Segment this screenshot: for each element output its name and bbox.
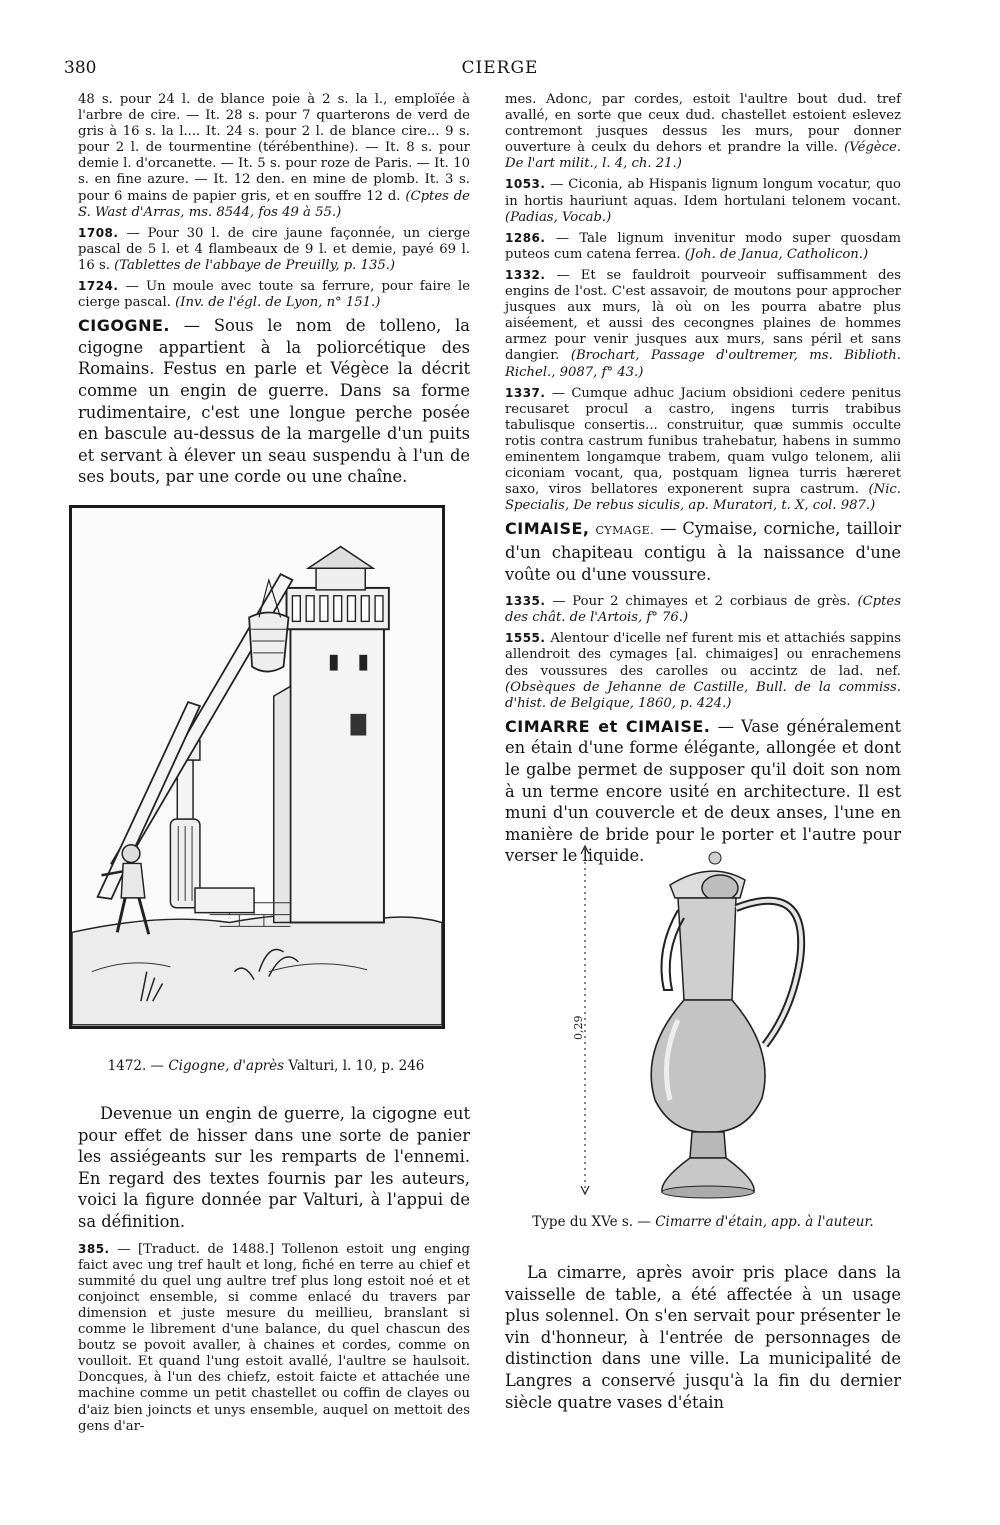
quote-source: (Cptes des chât. de l'Artois, f° 76.)	[505, 594, 901, 626]
quote-year: 385.	[78, 1241, 110, 1256]
entry-head-cimarre: CIMARRE et CIMAISE.	[505, 716, 711, 736]
quote-1335	[505, 593, 901, 626]
quote-text: — Un moule avec toute sa ferrure, pour faire le cierge pascal.	[78, 279, 470, 311]
quote-year: 1555.	[505, 631, 546, 646]
quote-text: — Pour 30 l. de cire jaune façonnée, un cierge pascal de 5 l. et 4 flambeaux de 9 l. et demie, payé 69 l. 16 s.	[78, 225, 470, 273]
quote-text: — Et se fauldroit pourveoir suffisamment des engins de l'ost. C'est assavoir, de moutons pour approcher jusques aux murs, là où on les pourra abatre plus aiséement, et aussi des cecongnes plaines de hommes armez pour venir jusques aux murs, sans péril et sans dangier.	[505, 267, 901, 364]
cigogne-figure	[69, 505, 445, 1029]
left-column-lower	[78, 1103, 470, 1439]
quote-source: (Joh. de Janua, Catholicon.)	[684, 246, 869, 262]
figure-caption-cimarre	[505, 1214, 901, 1230]
quote-text: — Pour 2 chimayes et 2 corbiaus de grès.	[552, 594, 851, 610]
quote-1286	[505, 230, 901, 263]
quote-text: — Cumque adhuc Jacium obsidioni cedere penitus recusaret procul a castro, ingens turris trabibus tabulisque consertis... construitur, quæ summis occulte rotis contra castrum funibus trahebatur, habens in summo eminentem longamque trabem, quam vulgo telonem, alii ciconiam vocant, qua, postquam lignea turris hæreret saxo, viros bellatores exponerent supra castrum.	[505, 385, 901, 498]
quote-source: (Nic. Specialis, De rebus siculis, ap. Muratori, t. X, col. 987.)	[505, 482, 901, 514]
quote-year: 1337.	[505, 385, 546, 400]
entry-head-cimaise: CIMAISE,	[505, 519, 590, 539]
quote-1053	[505, 176, 901, 225]
running-head: CIERGE	[461, 58, 539, 78]
quote-source: (Tablettes de l'abbaye de Preuilly, p. 135.)	[114, 257, 396, 273]
quote-text: — Ciconia, ab Hispanis lignum longum vocatur, quo in hortis hauriunt aquas. Idem hortulani telonem vocant.	[505, 177, 901, 209]
quote-text: — Tale lignum invenitur modo super quosdam puteos cum catena ferrea.	[505, 230, 901, 262]
figure-caption-cigogne	[76, 1058, 456, 1074]
entry-subhead-cimaise: CYMAGE.	[595, 524, 655, 538]
entry-text-cimaise: — Cymaise, corniche, tailloir d'un chapiteau contigu à la naissance d'une voûte ou d'une voussure.	[505, 519, 901, 584]
caption-number: 1472. —	[107, 1058, 165, 1074]
quote-year: 1335.	[505, 594, 546, 609]
entry-text-cimarre: — Vase généralement en étain d'une forme élégante, allongée et dont le galbe permet de supposer qu'il doit son nom à un terme encore usité en architecture. Il est muni d'un couvercle et de deux anses, l'une en manière de bride pour le porter et l'autre pour verser le liquide.	[505, 716, 901, 866]
quote-1555	[505, 630, 901, 711]
quote-385	[78, 1241, 470, 1435]
caption-title: Cimarre d'étain, app. à l'auteur.	[655, 1214, 874, 1230]
left-column	[78, 92, 470, 496]
caption-title: Cigogne, d'après	[168, 1058, 285, 1074]
quote-1708	[78, 225, 470, 274]
quote-year: 1286.	[505, 230, 546, 245]
paragraph-devenue: Devenue un engin de guerre, la cigogne eut pour effet de hisser dans une sorte de panier les assiégeants sur les remparts de l'ennemi. En regard des textes fournis par les auteurs, voici la figure donnée par Valturi, à l'appui de sa définition.	[78, 1104, 470, 1231]
entry-text-cigogne: — Sous le nom de tolleno, la cigogne appartient à la poliorcétique des Romains. Festus en parle et Végèce la décrit comme un engin de guerre. Dans sa forme rudimentaire, c'est une longue perche posée en bascule au-dessus de la margelle d'un puits et servant à élever un seau suspendu à l'un de ses bouts, par une corde ou une chaîne.	[78, 316, 470, 487]
quote-text: — [Traduct. de 1488.] Tollenon estoit ung enging faict avec ung tref hault et long, fiché en terre au chief et summité du quel ung aultre tref plus long estoit noé et et conjoinct ensemble, si comme enlacé du travers par dimension et juste mesure du meillieu, branslant si comme le librement d'une balance, du quel chascun des boutz se povoit avaller, à chaines et cordes, comme on voulloit. Et quand l'ung estoit avallé, l'aultre se haulsoit. Doncques, à l'un des chiefz, estoit faicte et attachée une machine comme un petit chastellet ou coffin de clayes ou d'aiz bien joincts et unys ensemble, auquel on mettoit des gens d'ar-	[78, 1241, 470, 1434]
paragraph-cimarre-usage: La cimarre, après avoir pris place dans la vaisselle de table, a été affectée à un usage plus solennel. On s'en servait pour présenter le vin d'honneur, à l'entrée de personnages de distinction dans une ville. La municipalité de Langres a conservé jusqu'à la fin du dernier siècle quatre vases d'étain	[505, 1263, 901, 1412]
cimarre-illustration	[560, 840, 840, 1205]
entry-head-cigogne: CIGOGNE.	[78, 316, 170, 336]
quote-source: (Brochart, Passage d'oultremer, ms. Biblioth. Richel., 9087, f° 43.)	[505, 348, 901, 380]
right-column	[505, 92, 901, 875]
entry-cigogne	[78, 315, 470, 488]
quote-1724	[78, 278, 470, 311]
quote-text: mes. Adonc, par cordes, estoit l'aultre bout dud. tref avallé, en sorte que ceux dud. chastellet estoient eslevez contremont jusques dessus les murs, pour donner ouverture à ceulx du dehors et prandre la ville.	[505, 92, 901, 156]
cigogne-illustration	[72, 508, 442, 1026]
quote-1337	[505, 385, 901, 515]
caption-number: Type du XVe s. —	[532, 1214, 651, 1230]
page-number: 380	[64, 58, 97, 78]
quote-source: (Végèce. De l'art milit., l. 4, ch. 21.)	[505, 140, 901, 172]
cimarre-figure	[560, 840, 840, 1205]
quote-year: 1708.	[78, 225, 119, 240]
quote-year: 1724.	[78, 279, 119, 294]
quote-source: (Obsèques de Jehanne de Castille, Bull. de la commiss. d'hist. de Belgique, 1860, p. 424.)	[505, 679, 901, 711]
right-column-lower	[505, 1262, 901, 1421]
jug-dimension-label: 0,29	[572, 1015, 585, 1040]
caption-source: Valturi, l. 10, p. 246	[288, 1058, 425, 1074]
quote-1332	[505, 267, 901, 381]
quote-year: 1332.	[505, 267, 546, 282]
quote-source: (Inv. de l'égl. de Lyon, n° 151.)	[175, 295, 381, 311]
intro-quote-source: (Cptes de S. Wast d'Arras, ms. 8544, fos 49 à 55.)	[78, 188, 470, 220]
quote-source: (Padias, Vocab.)	[505, 209, 612, 225]
entry-cimaise	[505, 518, 901, 585]
intro-quote-text: 48 s. pour 24 l. de blance poie à 2 s. la l., emploïée à l'arbre de cire. — It. 28 s. pour 7 quarterons de verd de gris à 16 s. la l.... It. 24 s. pour 2 l. de blance cire... 9 s. pour 2 l. de tourmentine (térébenthine). — It. 8 s. pour demie l. d'orcanette. — It. 5 s. pour roze de Paris. — It. 10 s. en fine azure. — It. 12 den. en mine de plomb. It. 3 s. pour 6 mains de papier gris, et en souffre 12 d.	[78, 92, 470, 204]
page-header	[0, 58, 1000, 82]
intro-quote	[78, 92, 470, 221]
quote-continuation	[505, 92, 901, 172]
quote-text: Alentour d'icelle nef furent mis et attachiés sappins allendroit des cymages [al. chimaiges] ou enrachemens des voussures des carolles ou accintz de lad. nef.	[505, 631, 901, 679]
quote-year: 1053.	[505, 177, 546, 192]
